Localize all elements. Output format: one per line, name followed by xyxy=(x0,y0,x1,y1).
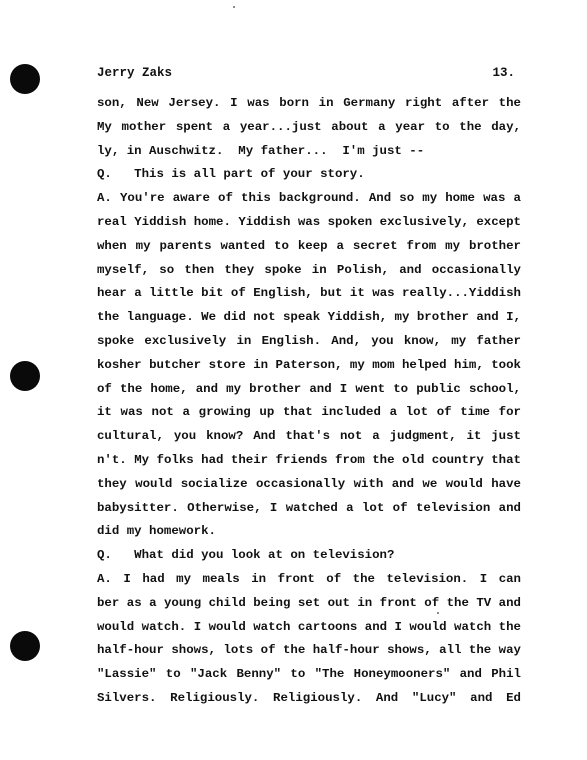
page-number: 13. xyxy=(492,66,515,80)
page-header xyxy=(97,66,515,84)
transcript-line: it was not a growing up that included a lot of time for xyxy=(97,405,521,420)
transcript-line: of the home, and my brother and I went to public school, xyxy=(97,381,521,396)
transcript-line: "Lassie" to "Jack Benny" to "The Honeymooners" and Phil xyxy=(97,667,521,682)
transcript-line: spoke exclusively in English. And, you know, my father xyxy=(97,333,521,348)
transcript-line: My mother spent a year...just about a year to the day, xyxy=(97,119,521,134)
transcript-line: son, New Jersey. I was born in Germany right after the xyxy=(97,96,521,110)
transcript-line: cultural, you know? And that's not a judgment, it just xyxy=(97,429,521,444)
transcript-line: did my homework. xyxy=(97,524,216,539)
transcript-line: Q. What did you look at on television? xyxy=(97,548,395,563)
binder-hole-bottom xyxy=(10,631,40,661)
transcript-line: ly, in Auschwitz. My father... I'm just -- xyxy=(97,143,425,158)
scan-speck xyxy=(233,6,235,8)
transcript-line: would watch. I would watch cartoons and I would watch the xyxy=(97,619,521,634)
transcript-line: myself, so then they spoke in Polish, and occasionally xyxy=(97,262,521,277)
transcript-body xyxy=(97,92,521,711)
transcript-line: half-hour shows, lots of the half-hour shows, all the way xyxy=(97,643,521,658)
scan-speck xyxy=(437,612,439,614)
binder-hole-middle xyxy=(10,361,40,391)
transcript-line: A. You're aware of this background. And so my home was a xyxy=(97,191,521,206)
transcript-line: Q. This is all part of your story. xyxy=(97,167,365,182)
speaker-name: Jerry Zaks xyxy=(97,66,173,80)
transcript-line: when my parents wanted to keep a secret from my brother xyxy=(97,238,521,253)
transcript-line: they would socialize occasionally with and we would have xyxy=(97,476,521,491)
transcript-line: real Yiddish home. Yiddish was spoken exclusively, except xyxy=(97,214,521,229)
transcript-line: n't. My folks had their friends from the old country that xyxy=(97,452,521,467)
transcript-line: A. I had my meals in front of the television. I can xyxy=(97,571,521,586)
binder-hole-top xyxy=(10,64,40,94)
transcript-line: hear a little bit of English, but it was really...Yiddish xyxy=(97,286,521,301)
transcript-line: babysitter. Otherwise, I watched a lot of television and xyxy=(97,500,521,515)
transcript-line: the language. We did not speak Yiddish, my brother and I, xyxy=(97,310,521,325)
transcript-line: ber as a young child being set out in front of the TV and xyxy=(97,595,521,610)
transcript-line: Silvers. Religiously. Religiously. And "Lucy" and Ed xyxy=(97,690,521,705)
transcript-line: kosher butcher store in Paterson, my mom helped him, took xyxy=(97,357,521,372)
